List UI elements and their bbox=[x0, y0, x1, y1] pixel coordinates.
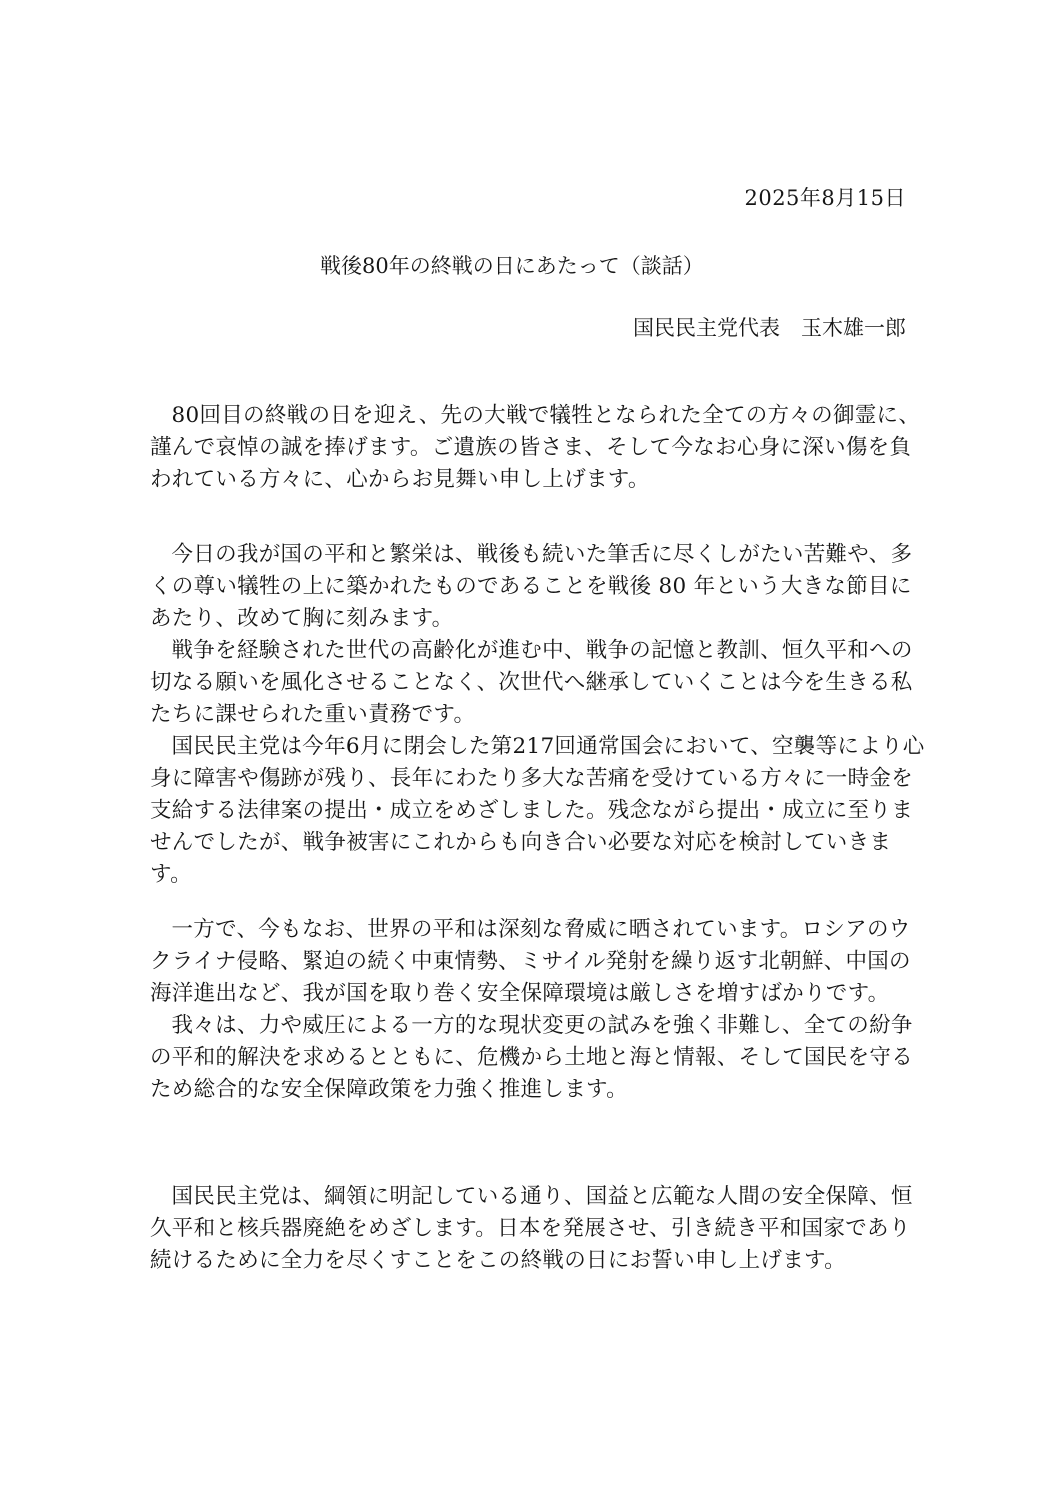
document-title: 戦後80年の終戦の日にあたって（談話） bbox=[320, 254, 704, 278]
document-date: 2025年8月15日 bbox=[744, 186, 906, 210]
statement-section-3 bbox=[150, 914, 925, 1106]
document-author: 国民民主党代表 玉木雄一郎 bbox=[633, 316, 906, 340]
statement-paragraph: 一方で、今もなお、世界の平和は深刻な脅威に晒されています。ロシアのウクライナ侵略、緊迫の続く中東情勢、ミサイル発射を繰り返す北朝鮮、中国の海洋進出など、我が国を取り巻く安全保障環境は厳しさを増すばかりです。 bbox=[150, 917, 911, 1006]
statement-section-4 bbox=[150, 1181, 925, 1277]
statement-paragraph: 国民民主党は、綱領に明記している通り、国益と広範な人間の安全保障、恒久平和と核兵器廃絶をめざします。日本を発展させ、引き続き平和国家であり続けるために全力を尽くすことをこの終戦の日にお誓い申し上げます。 bbox=[150, 1184, 913, 1273]
statement-paragraph: 戦争を経験された世代の高齢化が進む中、戦争の記憶と教訓、恒久平和への切なる願いを風化させることなく、次世代へ継承していくことは今を生きる私たちに課せられた重い責務です。 bbox=[150, 638, 913, 727]
statement-paragraph: 今日の我が国の平和と繁栄は、戦後も続いた筆舌に尽くしがたい苦難や、多くの尊い犠牲の上に築かれたものであることを戦後 80 年という大きな節目にあたり、改めて胸に刻みます。 bbox=[150, 542, 913, 631]
statement-section-1 bbox=[150, 400, 925, 496]
statement-paragraph: 我々は、力や威圧による一方的な現状変更の試みを強く非難し、全ての紛争の平和的解決を求めるとともに、危機から土地と海と情報、そして国民を守るため総合的な安全保障政策を力強く推進します。 bbox=[150, 1013, 914, 1102]
statement-section-2 bbox=[150, 539, 925, 891]
statement-paragraph: 80回目の終戦の日を迎え、先の大戦で犠牲となられた全ての方々の御霊に、謹んで哀悼の誠を捧げます。ご遺族の皆さま、そして今なお心身に深い傷を負われている方々に、心からお見舞い申し上げます。 bbox=[150, 403, 921, 492]
statement-paragraph: 国民民主党は今年6月に閉会した第217回通常国会において、空襲等により心身に障害や傷跡が残り、長年にわたり多大な苦痛を受けている方々に一時金を支給する法律案の提出・成立をめざしました。残念ながら提出・成立に至りませんでしたが、戦争被害にこれからも向き合い必要な対応を検討していきます。 bbox=[150, 734, 925, 887]
